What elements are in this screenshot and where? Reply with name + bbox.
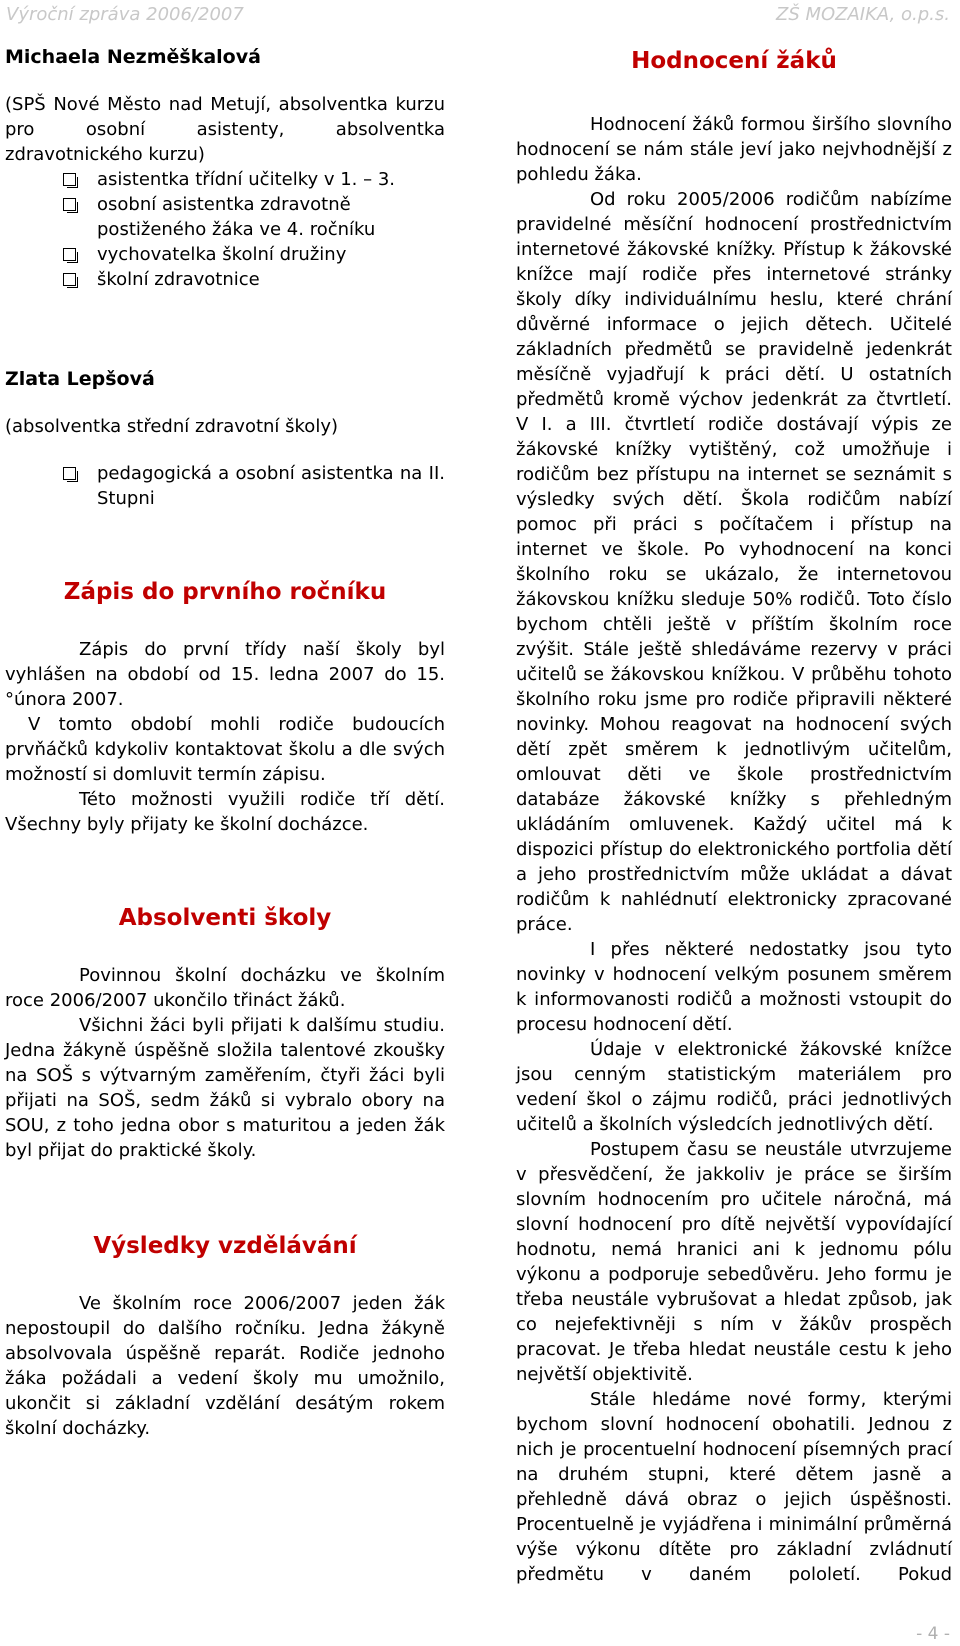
- list-item: asistentka třídní učitelky v 1. – 3.: [63, 167, 445, 192]
- page-number: - 4 -: [916, 1624, 950, 1644]
- paragraph: Ve školním roce 2006/2007 jeden žák nepostoupil do dalšího ročníku. Jedna žákyně absolvovala úspěšně reparát. Rodiče jednoho žáka požádali a vedení školy mu umožnilo, ukončit si základní vzdělání desátým rokem školní docházky.: [5, 1293, 445, 1439]
- left-column: [5, 44, 445, 1441]
- paragraph: Této možnosti využili rodiče tří dětí. Všechny byly přijaty ke školní docházce.: [5, 789, 445, 835]
- paragraph: Zápis do první třídy naší školy byl vyhlášen na období od 15. ledna 2007 do 15.°února 2007.: [5, 639, 445, 710]
- person-name: Michaela Nezměškalová: [5, 46, 261, 68]
- paragraph: Postupem času se neustále utvrzujeme v přesvědčení, že jakkoliv je práce se širším slovním hodnocením pro učitele náročná, má slovní hodnocení pro dítě největší vypovídající hodnotu, nemá hranici ani k jednomu pólu výkonu a podporuje sebedůvěru. Jeho formu je třeba neustále vybrušovat a hledat způsob, jak co nejefektivněji s ním v žákův prospěch pracovat. Je třeba hledat neustále cestu k jeho největší objektivitě.: [516, 1139, 952, 1385]
- checkbox-bullet-icon: [63, 173, 76, 186]
- paragraph: Povinnou školní docházku ve školním roce 2006/2007 ukončilo třináct žáků.: [5, 965, 445, 1011]
- header-school-name: ZŠ MOZAIKA, o.p.s.: [775, 4, 950, 25]
- checkbox-bullet-icon: [63, 273, 76, 286]
- list-item: školní zdravotnice: [63, 267, 445, 292]
- section-heading: Zápis do prvního ročníku: [63, 579, 387, 605]
- paragraph: Stále hledáme nové formy, kterými bychom slovní hodnocení obohatili. Jednou z nich je procentuelní hodnocení písemných prací na druhém stupni, které dětem jasně a přehledně dává obraz o jejich úspěšnosti. Procentuelně je vyjádřena i minimální průměrná výše výkonu dítěte pro základní zvládnutí předmětu v daném pololetí. Pokud: [516, 1389, 952, 1585]
- paragraph: Od roku 2005/2006 rodičům nabízíme pravidelné měsíční hodnocení prostřednictvím internetové žákovské knížky. Přístup k žákovské knížce mají rodiče přes internetové stránky školy díky individuálnímu heslu, které chrání důvěrné informace o jejich dětech. Učitelé základních předmětů se pravidelně jedenkrát měsíčně vyjadřují k práci dětí. U ostatních předmětů kromě výchov jedenkrát za čtvrtletí. V I. a III. čtvrtletí rodiče dostávají výpis ze žákovské knížky vytištěný, což umožňuje i rodičům bez přístupu na internet se seznámit s výsledky svých dětí. Škola rodičům nabízí pomoc při práci s počítačem i přístup na internet ve škole. Po vyhodnocení na konci školního roku se ukázalo, že internetovou žákovskou knížku sleduje 50% rodičů. Toto číslo bychom chtěli ještě v příštím školním roce zvýšit. Stále ještě shledáváme rezervy v práci učitelů se žákovskou knížkou. V průběhu tohoto školního roku jsme pro rodiče připravili některé novinky. Mohou reagovat na hodnocení svých dětí zpět směrem k jednotlivým učitelům, omlouvat děti ve škole prostřednictvím databáze žákovské knížky s přehledným ukládáním omluvenek. Každý učitel má k dispozici přístup do elektronického portfolia dětí a jeho prostřednictvím může ukládat a dávat rodičům k nahlédnutí elektronicky zpracované práce.: [516, 189, 952, 935]
- person-intro: (absolventka střední zdravotní školy): [5, 416, 338, 437]
- right-column: [516, 46, 952, 1587]
- section-heading: Výsledky vzdělávání: [93, 1233, 357, 1259]
- list-item: vychovatelka školní družiny: [63, 242, 445, 267]
- role-list: [5, 167, 445, 292]
- checkbox-bullet-icon: [63, 198, 76, 211]
- paragraph: I přes některé nedostatky jsou tyto novinky v hodnocení velkým posunem směrem k informovanosti rodičů a možnosti vstoupit do procesu hodnocení dětí.: [516, 939, 952, 1035]
- list-item: pedagogická a osobní asistentka na II. Stupni: [63, 461, 445, 511]
- person-name: Zlata Lepšová: [5, 368, 155, 390]
- list-item: osobní asistentka zdravotně postiženého žáka ve 4. ročníku: [63, 192, 445, 242]
- paragraph: Hodnocení žáků formou širšího slovního hodnocení se nám stále jeví jako nejvhodnější z pohledu žáka.: [516, 114, 952, 185]
- section-heading: Hodnocení žáků: [631, 48, 837, 74]
- paragraph: Údaje v elektronické žákovské knížce jsou cenným statistickým materiálem pro vedení škol o zájmu rodičů, práci jednotlivých učitelů a školních výsledcích jednotlivých dětí.: [516, 1039, 952, 1135]
- section-heading: Absolventi školy: [118, 905, 332, 931]
- header-report-title: Výroční zpráva 2006/2007: [6, 4, 244, 25]
- paragraph: Všichni žáci byli přijati k dalšímu studiu. Jedna žákyně úspěšně složila talentové zkoušky na SOŠ s výtvarným zaměřením, čtyři žáci byli přijati na SOŠ, sedm žáků si vybralo obory na SOU, z toho jedna obor s maturitou a jeden žák byl přijat do praktické školy.: [5, 1015, 445, 1161]
- checkbox-bullet-icon: [63, 467, 76, 480]
- paragraph: V tomto období mohli rodiče budoucích prvňáčků kdykoliv kontaktovat školu a dle svých možností si domluvit termín zápisu.: [5, 714, 445, 785]
- person-intro: (SPŠ Nové Město nad Metují, absolventka kurzu pro osobní asistenty, absolventka zdravotnického kurzu): [5, 94, 445, 165]
- checkbox-bullet-icon: [63, 248, 76, 261]
- role-list: [5, 461, 445, 511]
